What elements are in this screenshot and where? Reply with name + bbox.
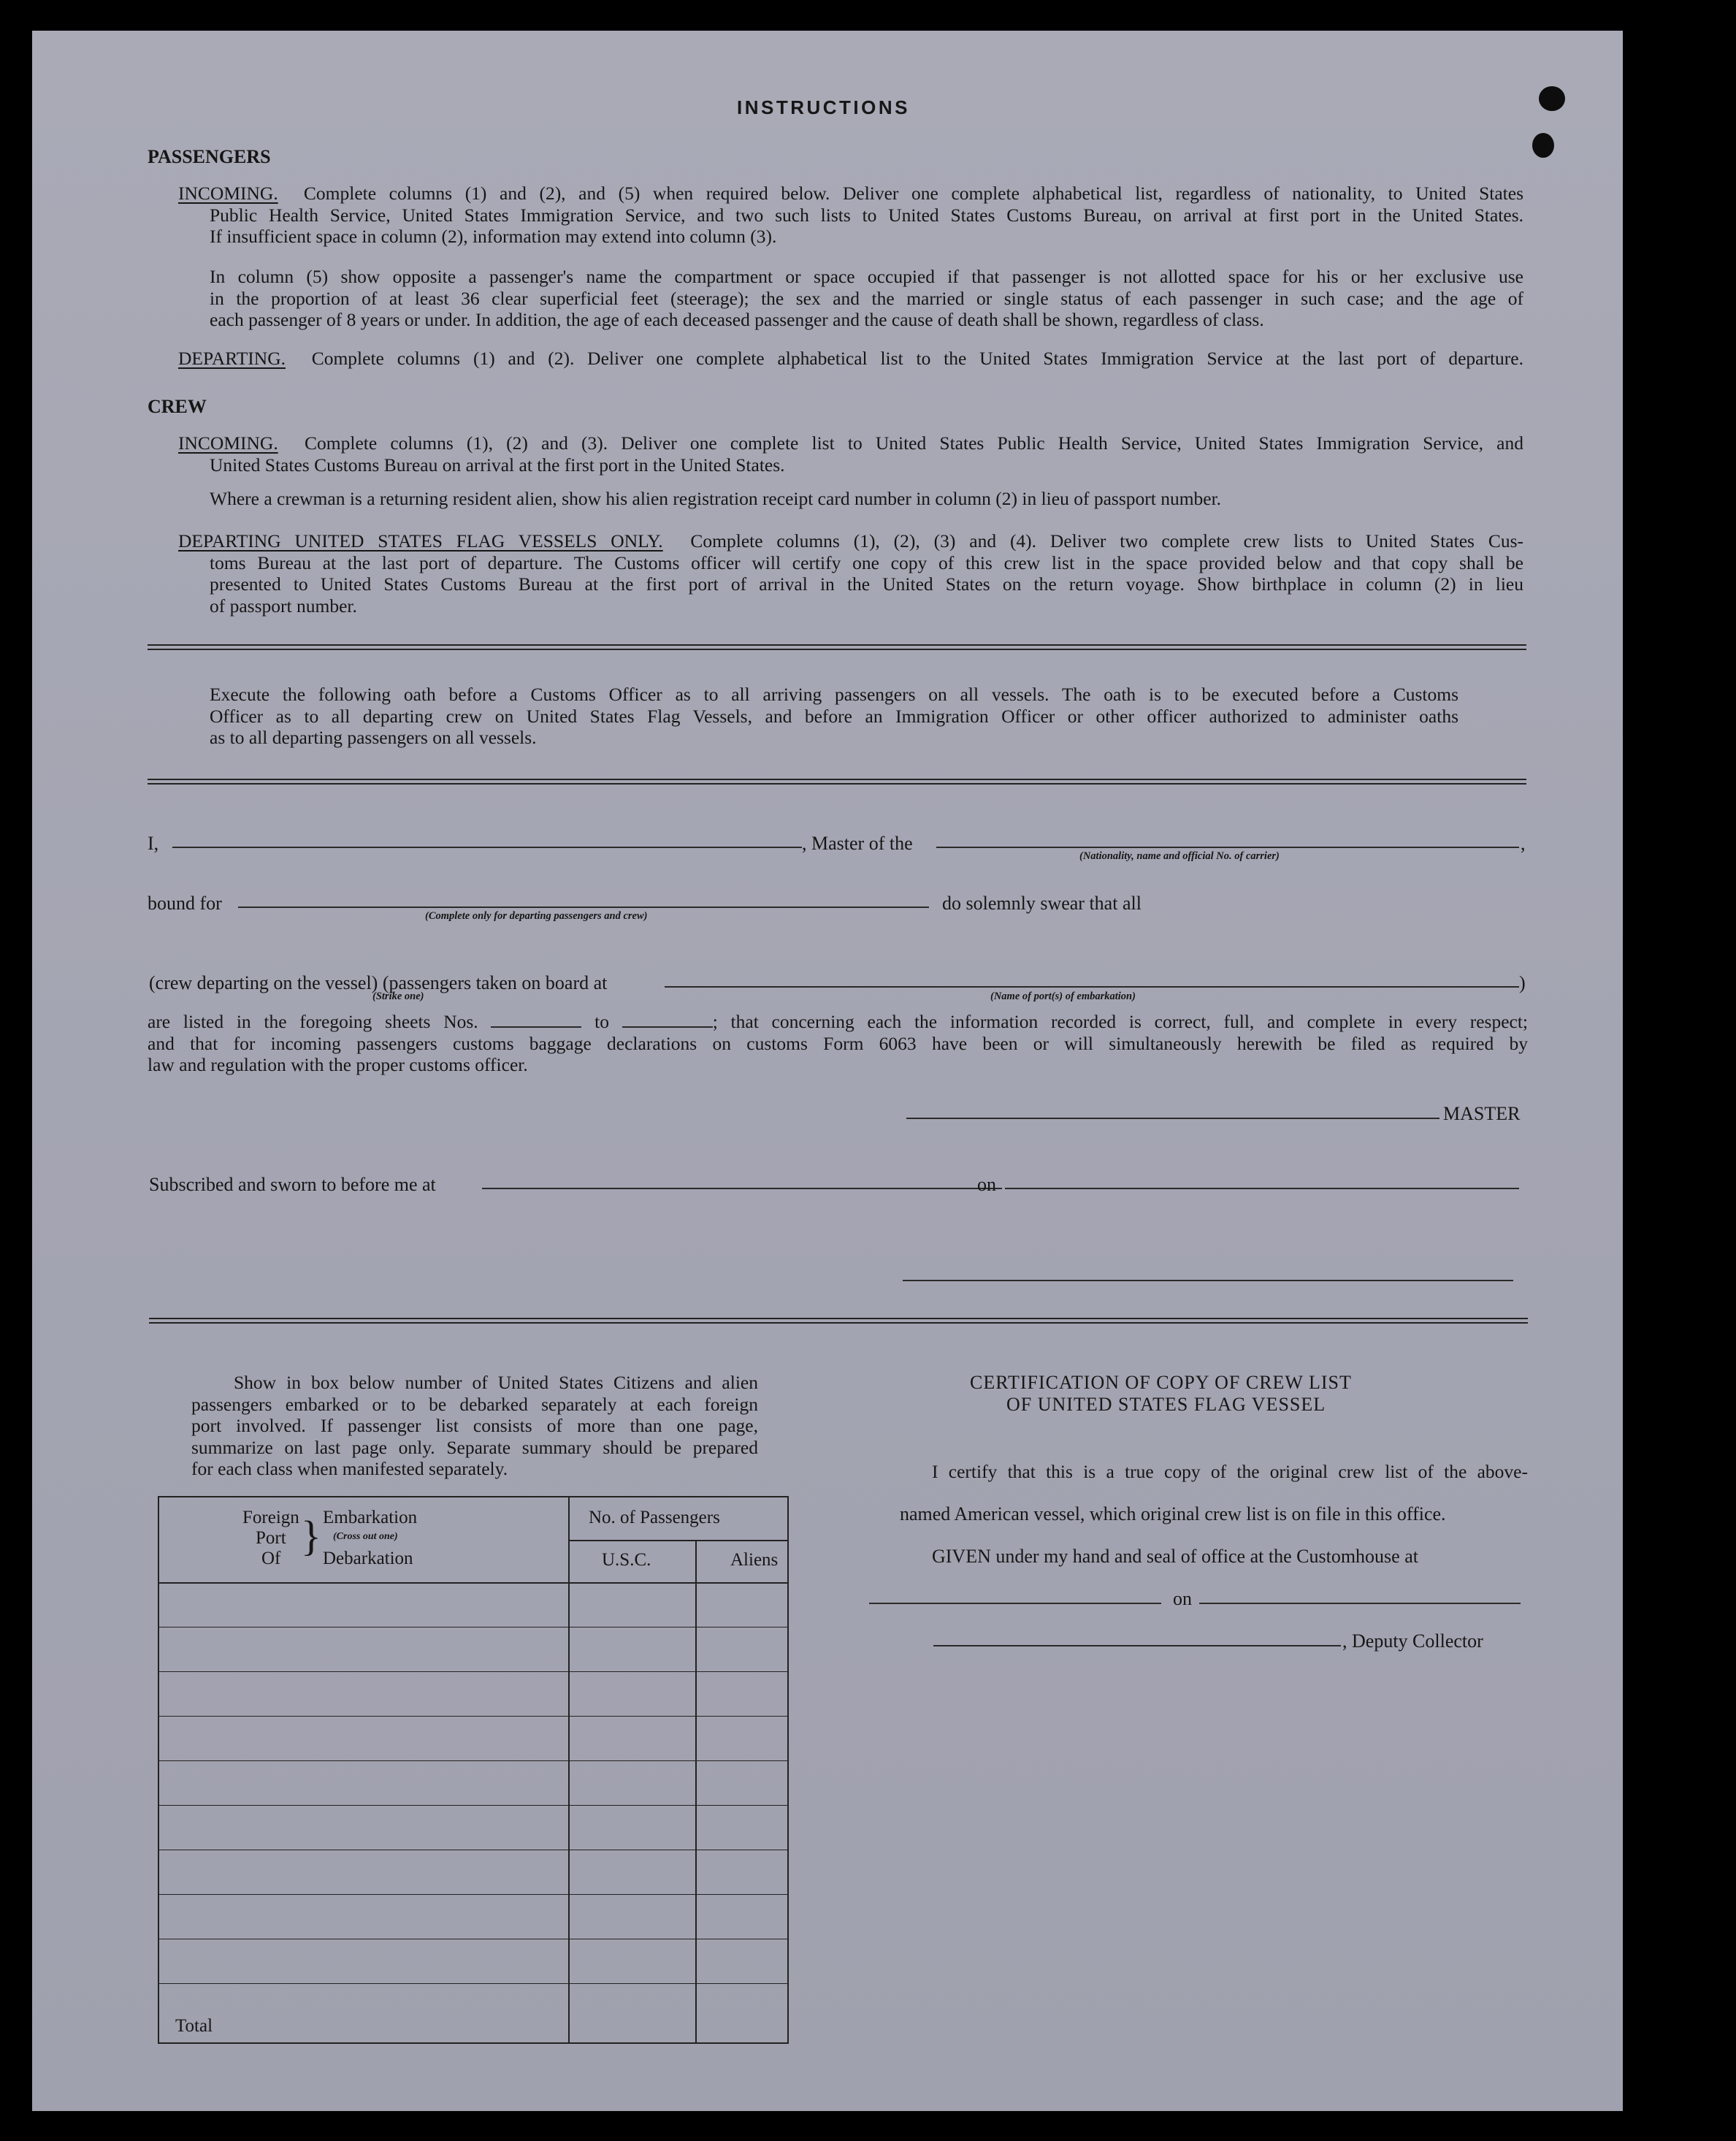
incoming-label: INCOMING. [178, 183, 278, 204]
crew-heading: CREW [148, 396, 207, 417]
brace-icon: } [301, 1512, 321, 1560]
oath-instructions: Execute the following oath before a Customs Officer as to all arriving passengers on all vessels. The oath is to be executed before a Customs Officer as to all departing crew on United States Flag Vessels, and before an Immigration Officer or other officer authorized to administer oaths as to all departing passengers on all vessels. [210, 684, 1458, 748]
swear-label: do solemnly swear that all [942, 893, 1142, 914]
crew-incoming-label: INCOMING. [178, 432, 278, 454]
master-signature-field[interactable] [906, 1118, 1439, 1119]
deputy-signature-field[interactable] [933, 1645, 1341, 1646]
table-row-line [159, 1805, 787, 1806]
sworn-date-field[interactable] [1005, 1188, 1519, 1189]
master-label: MASTER [1443, 1103, 1521, 1124]
total-label: Total [175, 2016, 213, 2036]
comma: , [1521, 833, 1526, 854]
table-row-line [159, 1894, 787, 1895]
page-title: INSTRUCTIONS [737, 96, 910, 118]
cross-out-caption: (Cross out one) [333, 1531, 398, 1542]
master-name-field[interactable] [172, 847, 802, 848]
summary-instructions: Show in box below number of United States Citizens and alien passengers embarked or to be debarked separately at each foreign port involved. If passenger list consists of more than one page, summarize on last page only. Separate summary should be prepared for each class when manifested separately. [191, 1372, 758, 1479]
crew-departing-paragraph: DEPARTING UNITED STATES FLAG VESSELS ONLY. Complete columns (1), (2), (3) and (4). Deliver two complete crew lists to United States Cus- toms Bureau at the last port of departure. The Customs officer will certify one copy of this crew list in the space provided below and that copy shall be presented to United States Customs Bureau at the first port of arrival in the United States on the return voyage. Show birthplace in column (2) in lieu of passport number. [178, 530, 1523, 617]
certification-body-2: named American vessel, which original crew list is on file in this office. [900, 1503, 1446, 1524]
strike-one-caption: (Strike one) [372, 991, 424, 1002]
close-paren: ) [1519, 972, 1526, 993]
certification-title-2: OF UNITED STATES FLAG VESSEL [1006, 1394, 1326, 1415]
deputy-collector-label: , Deputy Collector [1342, 1630, 1483, 1652]
crew-departing-label: (crew departing on the vessel) (passengers taken on board at [149, 972, 608, 993]
master-of-the-label: , Master of the [802, 833, 913, 854]
passengers-heading: PASSENGERS [148, 146, 271, 167]
divider [148, 644, 1526, 646]
sworn-on-label: on [977, 1174, 996, 1195]
col-port: Port [256, 1528, 286, 1548]
col-foreign: Foreign [242, 1508, 299, 1527]
carrier-caption: (Nationality, name and official No. of carrier) [1079, 850, 1280, 862]
table-row-line [159, 1760, 787, 1761]
sheet-from-field[interactable] [491, 1026, 581, 1028]
sheet-to-field[interactable] [622, 1026, 713, 1028]
bound-for-caption: (Complete only for departing passengers and crew) [425, 910, 648, 922]
certification-on: on [1173, 1588, 1192, 1609]
usc-label: U.S.C. [602, 1550, 651, 1570]
subscribed-label: Subscribed and sworn to before me at [149, 1174, 436, 1195]
divider [148, 779, 1526, 780]
form-sheet [32, 31, 1623, 2111]
sworn-at-field[interactable] [482, 1188, 1002, 1189]
certification-title-1: CERTIFICATION OF COPY OF CREW LIST [970, 1372, 1352, 1393]
divider [148, 649, 1526, 650]
ink-blot [1532, 133, 1554, 158]
bound-for-field[interactable] [238, 907, 929, 908]
certification-body: I certify that this is a true copy of the original crew list of the above- [932, 1461, 1528, 1482]
ink-blot [1539, 86, 1565, 111]
table-row-line [159, 1716, 787, 1717]
divider [149, 1318, 1528, 1319]
debarkation-label: Debarkation [323, 1549, 413, 1568]
embarkation-label: Embarkation [323, 1508, 418, 1527]
crew-departing-label: DEPARTING UNITED STATES FLAG VESSELS ONLY. [178, 530, 663, 552]
customhouse-field[interactable] [869, 1603, 1161, 1604]
table-row-line [159, 1671, 787, 1672]
carrier-field[interactable] [936, 847, 1519, 848]
bound-for-label: bound for [148, 893, 222, 914]
officer-signature-field[interactable] [903, 1280, 1513, 1281]
col-of: Of [261, 1549, 281, 1568]
passenger-summary-table [158, 1496, 789, 2044]
table-row-line [159, 1983, 787, 1984]
crew-incoming-paragraph: INCOMING. Complete columns (1), (2) and (3). Deliver one complete list to United States Public Health Service, United States Immigration Service, and United States Customs Bureau on arrival at the first port in the United States. [178, 432, 1524, 476]
passengers-incoming-paragraph: INCOMING. Complete columns (1) and (2), and (5) when required below. Deliver one complete alphabetical list, regardless of nationality, to United States Public Health Service, United States Immigration Service, and two such lists to United States Customs Bureau, on arrival at first port in the United States. If insufficient space in column (2), information may extend into column (3). [178, 183, 1524, 247]
certification-date-field[interactable] [1199, 1603, 1521, 1604]
column5-paragraph: In column (5) show opposite a passenger's name the compartment or space occupied if that passenger is not allotted space for his or her exclusive use in the proportion of at least 36 clear superficial feet (steerage); the sex and the married or single status of each passenger in such case; and the age of each passenger of 8 years or under. In addition, the age of each deceased passenger and the cause of death shall be shown, regardless of class. [210, 266, 1523, 330]
certification-given: GIVEN under my hand and seal of office at the Customhouse at [932, 1546, 1418, 1567]
departing-label: DEPARTING. [178, 348, 286, 369]
embarkation-ports-field[interactable] [665, 986, 1519, 988]
oath-i-label: I, [148, 833, 159, 854]
aliens-label: Aliens [730, 1550, 779, 1570]
no-of-passengers-label: No. of Passengers [589, 1508, 720, 1527]
divider [148, 783, 1526, 785]
passengers-departing-paragraph: DEPARTING. Complete columns (1) and (2). Deliver one complete alphabetical list to the United States Immigration Service at the last port of departure. [178, 348, 1523, 369]
crew-resident-paragraph: Where a crewman is a returning resident alien, show his alien registration receipt card number in column (2) in lieu of passport number. [210, 488, 1222, 509]
divider [149, 1322, 1528, 1324]
sheets-paragraph: are listed in the foregoing sheets Nos. to ; that concerning each the information recorded is correct, full, and complete in every respect; and that for incoming passengers customs baggage declarations on customs Form 6063 have been or will simultaneously herewith be filed as required by law and regulation with the proper customs officer. [148, 1011, 1529, 1075]
ports-caption: (Name of port(s) of embarkation) [990, 991, 1136, 1002]
